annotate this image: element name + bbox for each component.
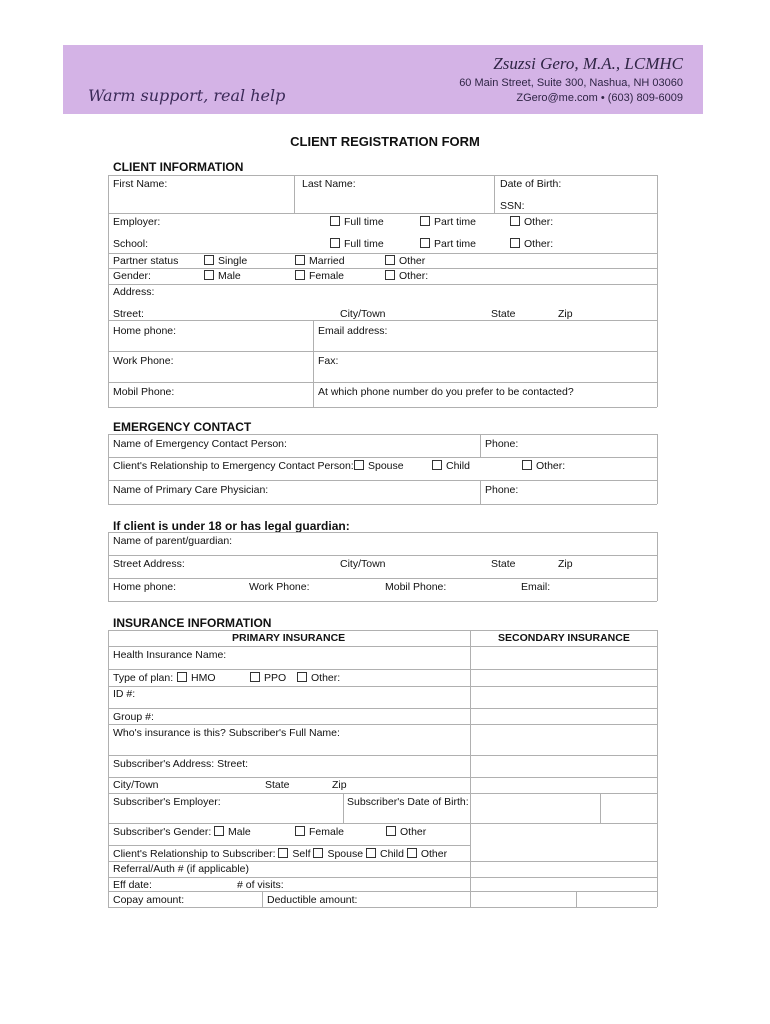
work-phone-label: Work Phone:	[113, 355, 174, 367]
guardian-home-phone-label: Home phone:	[113, 581, 177, 593]
home-phone-label: Home phone:	[113, 325, 177, 337]
visits-label: # of visits:	[237, 879, 284, 891]
checkbox-icon	[177, 672, 187, 682]
school-parttime-option[interactable]: Part time	[420, 238, 476, 250]
emergency-other-option[interactable]: Other:	[522, 460, 565, 472]
guardian-email-label: Email:	[521, 581, 551, 593]
employer-label: Employer:	[113, 216, 161, 228]
hmo-option[interactable]: HMO	[177, 672, 216, 684]
subscriber-relationship-label: Client's Relationship to Subscriber:	[113, 848, 276, 860]
subscriber-other-option[interactable]: Other	[386, 826, 426, 838]
school-fulltime-option[interactable]: Full time	[330, 238, 384, 250]
deductible-label: Deductible amount:	[267, 894, 358, 906]
school-label: School:	[113, 238, 149, 250]
insurance-heading: INSURANCE INFORMATION	[113, 616, 272, 630]
rel-spouse-option[interactable]: Spouse	[313, 848, 363, 860]
dob-label: Date of Birth:	[500, 178, 562, 190]
emergency-relationship-label: Client's Relationship to Emergency Contact Person:	[113, 460, 354, 472]
subscriber-male-option[interactable]: Male	[214, 826, 251, 838]
employer-fulltime-option[interactable]: Full time	[330, 216, 384, 228]
physician-label: Name of Primary Care Physician:	[113, 484, 269, 496]
preferred-phone-label: At which phone number do you prefer to be contacted?	[318, 386, 574, 398]
group-label: Group #:	[113, 711, 154, 723]
checkbox-icon	[407, 848, 417, 858]
last-name-label: Last Name:	[302, 178, 356, 190]
single-option[interactable]: Single	[204, 255, 247, 267]
checkbox-icon	[214, 826, 224, 836]
subscriber-female-option[interactable]: Female	[295, 826, 344, 838]
email-label: Email address:	[318, 325, 388, 337]
guardian-city-label: City/Town	[340, 558, 386, 570]
provider-name: Zsuzsi Gero, M.A., LCMHC	[493, 54, 683, 73]
ppo-option[interactable]: PPO	[250, 672, 286, 684]
subscriber-address-label: Subscriber's Address: Street:	[113, 758, 249, 770]
emergency-heading: EMERGENCY CONTACT	[113, 420, 252, 434]
fax-label: Fax:	[318, 355, 339, 367]
mobil-phone-label: Mobil Phone:	[113, 386, 175, 398]
street-label: Street:	[113, 308, 144, 320]
gender-label: Gender:	[113, 270, 151, 282]
subscriber-employer-label: Subscriber's Employer:	[113, 796, 221, 808]
client-info-heading: CLIENT INFORMATION	[113, 160, 244, 174]
address-label: Address:	[113, 286, 155, 298]
first-name-label: First Name:	[113, 178, 168, 190]
guardian-name-label: Name of parent/guardian:	[113, 535, 233, 547]
checkbox-icon	[385, 270, 395, 280]
guardian-state-label: State	[491, 558, 516, 570]
checkbox-icon	[250, 672, 260, 682]
checkbox-icon	[204, 270, 214, 280]
physician-phone-label: Phone:	[485, 484, 519, 496]
city-label: City/Town	[340, 308, 386, 320]
guardian-street-label: Street Address:	[113, 558, 185, 570]
gender-other-option[interactable]: Other:	[385, 270, 428, 282]
ssn-label: SSN:	[500, 200, 525, 212]
checkbox-icon	[366, 848, 376, 858]
checkbox-icon	[330, 238, 340, 248]
guardian-heading: If client is under 18 or has legal guardian:	[113, 519, 350, 533]
checkbox-icon	[313, 848, 323, 858]
checkbox-icon	[385, 255, 395, 265]
eff-date-label: Eff date:	[113, 879, 152, 891]
male-option[interactable]: Male	[204, 270, 241, 282]
partner-other-option[interactable]: Other	[385, 255, 425, 267]
checkbox-icon	[420, 216, 430, 226]
employer-other-option[interactable]: Other:	[510, 216, 553, 228]
rel-other-option[interactable]: Other	[407, 848, 447, 860]
zip-label: Zip	[558, 308, 573, 320]
female-option[interactable]: Female	[295, 270, 344, 282]
guardian-zip-label: Zip	[558, 558, 573, 570]
subscriber-gender-label: Subscriber's Gender:	[113, 826, 212, 838]
checkbox-icon	[522, 460, 532, 470]
rel-self-option[interactable]: Self	[278, 848, 310, 860]
checkbox-icon	[330, 216, 340, 226]
checkbox-icon	[354, 460, 364, 470]
primary-insurance-heading: PRIMARY INSURANCE	[232, 632, 346, 644]
plan-type-label: Type of plan:	[113, 672, 174, 684]
subscriber-relationship-row	[113, 848, 447, 860]
health-insurance-name-label: Health Insurance Name:	[113, 649, 227, 661]
state-label: State	[491, 308, 516, 320]
checkbox-icon	[432, 460, 442, 470]
school-other-option[interactable]: Other:	[510, 238, 553, 250]
checkbox-icon	[420, 238, 430, 248]
checkbox-icon	[510, 238, 520, 248]
emergency-spouse-option[interactable]: Spouse	[354, 460, 404, 472]
checkbox-icon	[510, 216, 520, 226]
subscriber-city-label: City/Town	[113, 779, 159, 791]
subscriber-state-label: State	[265, 779, 290, 791]
emergency-name-label: Name of Emergency Contact Person:	[113, 438, 287, 450]
referral-label: Referral/Auth # (if applicable)	[113, 863, 249, 875]
provider-address: 60 Main Street, Suite 300, Nashua, NH 03060	[459, 77, 683, 89]
married-option[interactable]: Married	[295, 255, 345, 267]
guardian-mobil-phone-label: Mobil Phone:	[385, 581, 447, 593]
checkbox-icon	[386, 826, 396, 836]
copay-label: Copay amount:	[113, 894, 185, 906]
secondary-insurance-heading: SECONDARY INSURANCE	[498, 632, 630, 644]
checkbox-icon	[295, 270, 305, 280]
emergency-child-option[interactable]: Child	[432, 460, 470, 472]
subscriber-zip-label: Zip	[332, 779, 347, 791]
checkbox-icon	[295, 255, 305, 265]
checkbox-icon	[297, 672, 307, 682]
guardian-work-phone-label: Work Phone:	[249, 581, 310, 593]
form-title: CLIENT REGISTRATION FORM	[290, 134, 480, 149]
subscriber-dob-label: Subscriber's Date of Birth:	[347, 796, 469, 808]
tagline: Warm support, real help	[88, 86, 286, 105]
emergency-phone-label: Phone:	[485, 438, 519, 450]
employer-parttime-option[interactable]: Part time	[420, 216, 476, 228]
id-label: ID #:	[113, 688, 136, 700]
partner-status-label: Partner status	[113, 255, 179, 267]
plan-other-option[interactable]: Other:	[297, 672, 340, 684]
rel-child-option[interactable]: Child	[366, 848, 404, 860]
checkbox-icon	[278, 848, 288, 858]
subscriber-name-label: Who's insurance is this? Subscriber's Full Name:	[113, 727, 340, 739]
checkbox-icon	[295, 826, 305, 836]
checkbox-icon	[204, 255, 214, 265]
provider-contact: ZGero@me.com • (603) 809-6009	[516, 92, 683, 104]
